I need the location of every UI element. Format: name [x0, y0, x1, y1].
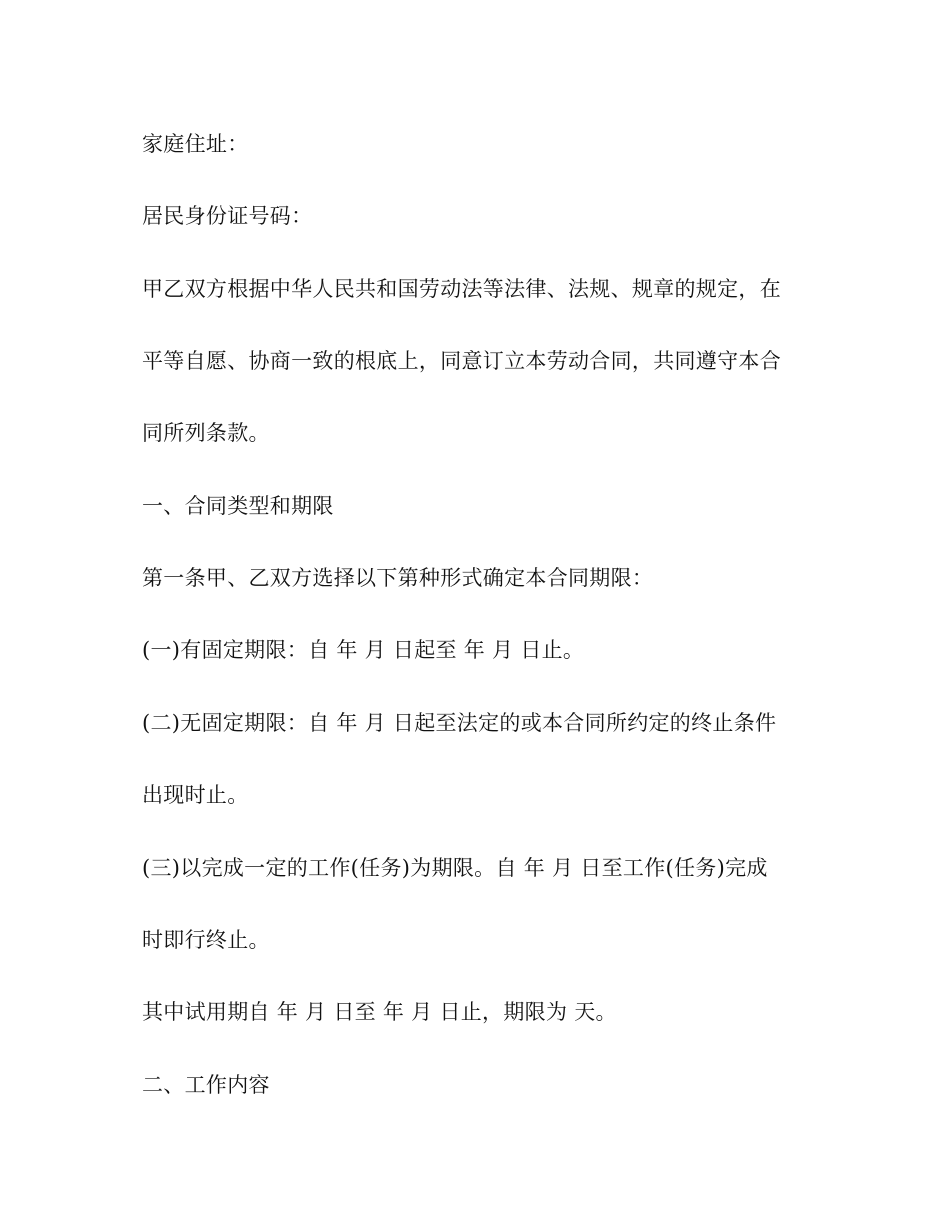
text-line-option-3-cont: 时即行终止。 — [142, 928, 270, 952]
text-line-article-1: 第一条甲、乙双方选择以下第种形式确定本合同期限： — [142, 566, 654, 590]
text-line-probation: 其中试用期自 年 月 日至 年 月 日止，期限为 天。 — [142, 1000, 617, 1024]
text-line-home-address: 家庭住址： — [142, 132, 249, 156]
text-line-option-1: (一)有固定期限：自 年 月 日起至 年 月 日止。 — [142, 638, 585, 662]
section-heading-contract-type: 一、合同类型和期限 — [142, 494, 334, 518]
text-line-option-2-cont: 出现时止。 — [142, 783, 249, 807]
text-line-preamble-1: 甲乙双方根据中华人民共和国劳动法等法律、法规、规章的规定，在 — [142, 277, 781, 301]
section-heading-work-content: 二、工作内容 — [142, 1073, 270, 1097]
text-line-preamble-3: 同所列条款。 — [142, 421, 270, 445]
text-line-id-number: 居民身份证号码： — [142, 204, 313, 228]
text-line-preamble-2: 平等自愿、协商一致的根底上，同意订立本劳动合同，共同遵守本合 — [142, 349, 781, 373]
text-line-option-2: (二)无固定期限：自 年 月 日起至法定的或本合同所约定的终止条件 — [142, 711, 777, 735]
text-line-option-3: (三)以完成一定的工作(任务)为期限。自 年 月 日至工作(任务)完成 — [142, 856, 768, 880]
